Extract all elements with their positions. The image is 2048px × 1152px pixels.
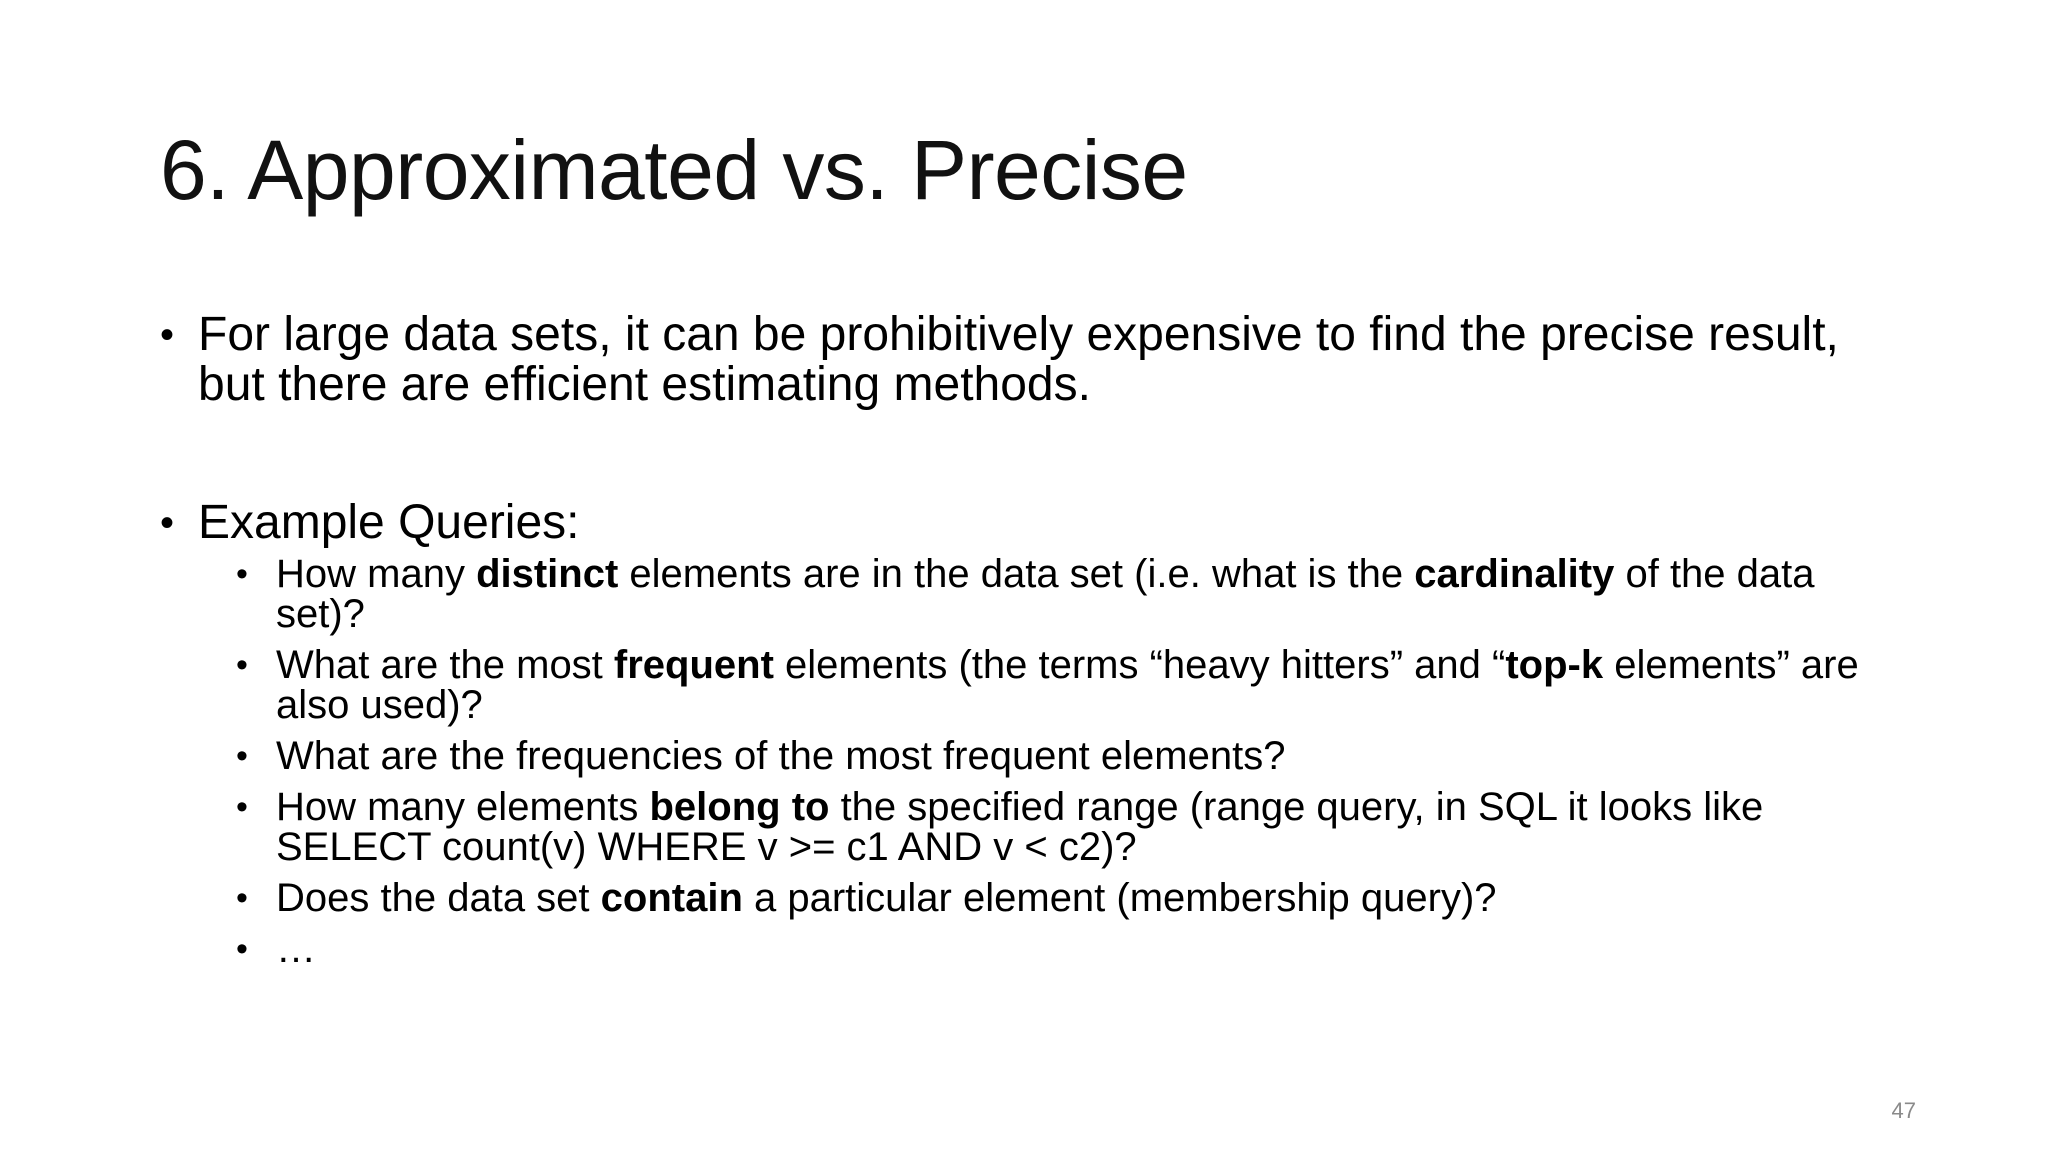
query-text: … bbox=[276, 927, 316, 971]
bullet-large-data-sets bbox=[160, 310, 1880, 410]
query-text: of the data set)? bbox=[276, 552, 1826, 636]
query-text: What are the most bbox=[276, 643, 614, 687]
emphasis-top-k: top-k bbox=[1505, 643, 1604, 687]
bullet-text: For large data sets, it can be prohibitively expensive to find the precise result, but there are efficient estimating methods. bbox=[198, 308, 1839, 411]
query-text: elements are in the data set (i.e. what is the bbox=[618, 552, 1415, 596]
query-frequent-elements bbox=[236, 645, 1880, 725]
bullet-text: Example Queries: bbox=[198, 496, 580, 549]
query-frequencies bbox=[236, 736, 1880, 776]
page-number: 47 bbox=[1891, 1098, 1916, 1123]
query-text: Does the data set bbox=[276, 876, 601, 920]
query-range bbox=[236, 787, 1880, 867]
query-text: elements (the terms “heavy hitters” and “ bbox=[773, 643, 1506, 687]
example-queries-list bbox=[198, 554, 1880, 969]
query-membership bbox=[236, 878, 1880, 918]
emphasis-belong-to: belong to bbox=[649, 785, 830, 829]
emphasis-frequent: frequent bbox=[613, 643, 774, 687]
slide-title: 6. Approximated vs. Precise bbox=[160, 123, 1188, 217]
emphasis-cardinality: cardinality bbox=[1414, 552, 1615, 596]
emphasis-contain: contain bbox=[600, 876, 743, 920]
query-distinct-cardinality bbox=[236, 554, 1880, 634]
query-text: elements” are also used)? bbox=[276, 643, 1870, 727]
bullet-example-queries bbox=[160, 498, 1880, 969]
query-ellipsis bbox=[236, 929, 1880, 969]
query-text: How many bbox=[276, 552, 477, 596]
query-text: the specified range (range query, in SQL it looks like SELECT count(v) WHERE v >= c1 AND v < c2)? bbox=[276, 785, 1786, 869]
query-text: a particular element (membership query)? bbox=[742, 876, 1497, 920]
query-text: How many elements bbox=[276, 785, 650, 829]
bullet-list bbox=[160, 310, 1880, 980]
query-text: What are the frequencies of the most frequent elements? bbox=[276, 734, 1286, 778]
emphasis-distinct: distinct bbox=[476, 552, 619, 596]
